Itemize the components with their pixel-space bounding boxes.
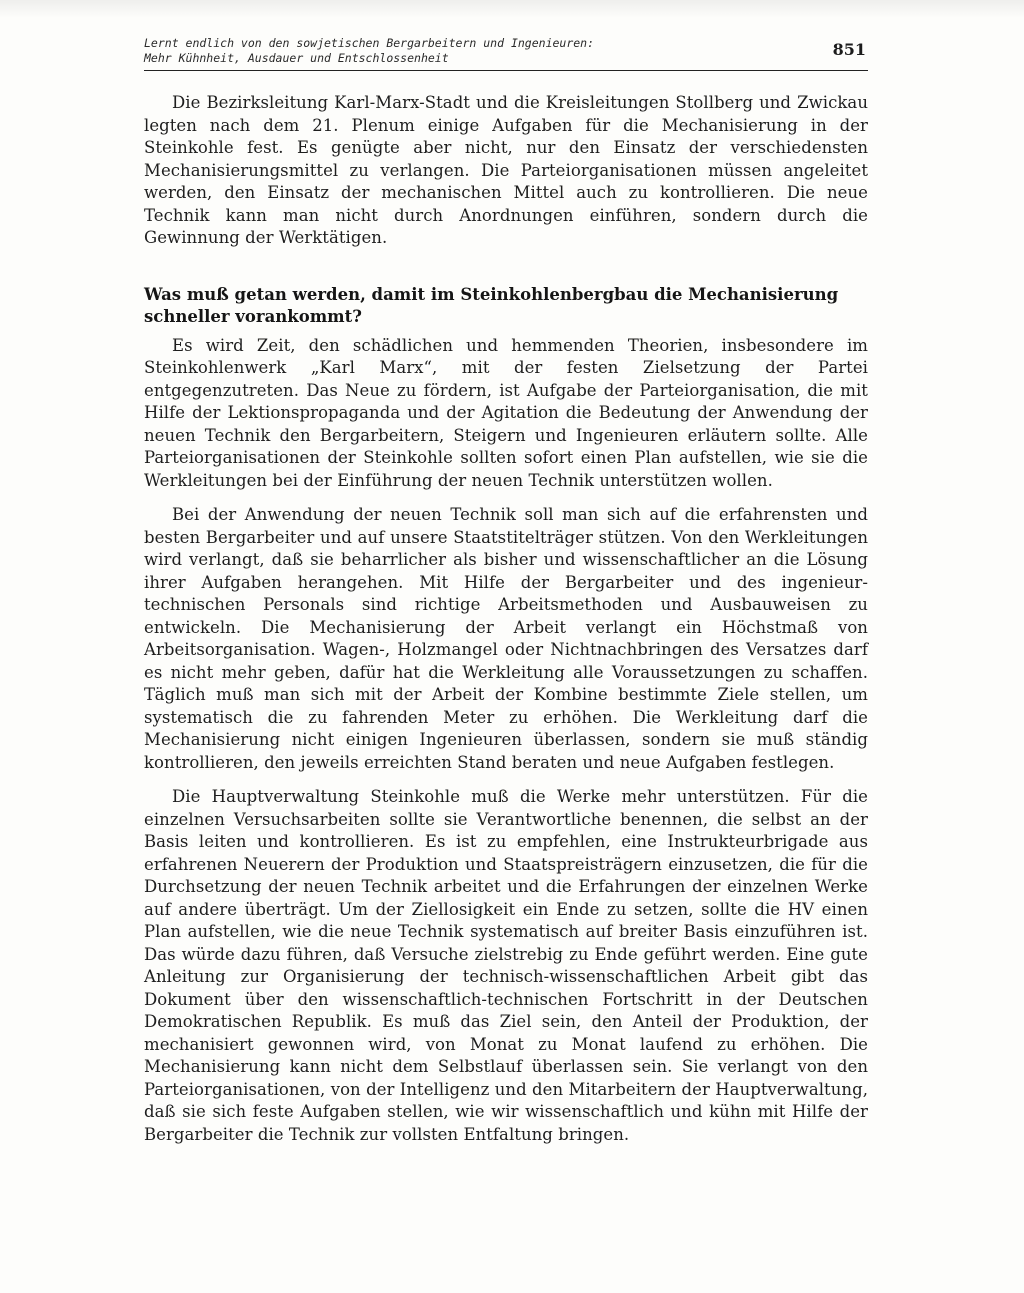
- paragraph-1: Die Bezirksleitung Karl-Marx-Stadt und die Kreisleitungen Stollberg und Zwickau legten nach dem 21. Plenum einige Aufgaben für die Mechanisierung in der Steinkohle fest. Es genügte aber nicht, nur den Einsatz der verschiedensten Mechanisierungsmittel zu verlangen. Die Parteiorganisationen müssen angeleitet werden, den Einsatz der mechanischen Mittel auch zu kontrollieren. Die neue Technik kann man nicht durch Anordnungen einführen, sondern durch die Gewinnung der Werktätigen.: [144, 93, 868, 247]
- section-heading: Was muß getan werden, damit im Steinkohlenbergbau die Mechanisierung schneller vorankommt?: [144, 284, 839, 326]
- page-number: 851: [832, 40, 866, 59]
- paragraph-2: Es wird Zeit, den schädlichen und hemmenden Theorien, insbesondere im Steinkohlenwerk „Karl Marx“, mit der festen Zielsetzung der Partei entgegenzutreten. Das Neue zu fördern, ist Aufgabe der Parteiorganisation, die mit Hilfe der Lektionspropaganda und der Agitation die Bedeutung der Anwendung der neuen Technik den Bergarbeitern, Steigern und Ingenieuren erläutern sollte. Alle Parteiorganisationen der Steinkohle sollten sofort einen Plan aufstellen, wie sie die Werkleitungen bei der Einführung der neuen Technik unterstützen wollen.: [144, 335, 868, 490]
- paragraph-3: Bei der Anwendung der neuen Technik soll man sich auf die erfahrensten und besten Bergarbeiter und auf unsere Staatstitelträger stützen. Von den Werkleitungen wird verlangt, daß sie beharrlicher als bisher und wissenschaftlicher an die Lösung ihrer Aufgaben herangehen. Mit Hilfe der Bergarbeiter und des ingenieur-technischen Personals sind richtige Arbeitsmethoden und Ausbauweisen zu entwickeln. Die Mechanisierung der Arbeit verlangt ein Höchstmaß von Arbeitsorganisation. Wagen-, Holzmangel oder Nichtnachbringen des Versatzes darf es nicht mehr geben, dafür hat die Werkleitung alle Voraussetzungen zu schaffen. Täglich muß man sich mit der Arbeit der Kombine bestimmte Ziele stellen, um systematisch die zu fahrenden Meter zu erhöhen. Die Werkleitung darf die Mechanisierung nicht einigen Ingenieuren überlassen, sondern sie muß ständig kontrollieren, den jeweils erreichten Stand beraten und neue Aufgaben festlegen.: [144, 505, 868, 772]
- running-header: [144, 36, 868, 71]
- body-text: [144, 92, 868, 1146]
- running-title-line-1: Lernt endlich von den sowjetischen Bergarbeitern und Ingenieuren:: [144, 36, 595, 50]
- paragraph-4: Die Hauptverwaltung Steinkohle muß die Werke mehr unterstützen. Für die einzelnen Versuchsarbeiten sollte sie Verantwortliche benennen, die selbst an der Basis leiten und kontrollieren. Es ist zu empfehlen, eine Instrukteurbrigade aus erfahrenen Neuerern der Produktion und Staatspreisträgern einzusetzen, die für die Durchsetzung der neuen Technik arbeitet und die Erfahrungen der einzelnen Werke auf andere überträgt. Um der Ziellosigkeit ein Ende zu setzen, sollte die HV einen Plan aufstellen, wie die neue Technik systematisch auf breiter Basis einzuführen ist. Das würde dazu führen, daß Versuche zielstrebig zu Ende geführt werden. Eine gute Anleitung zur Organisierung der technisch-wissenschaftlichen Arbeit gibt das Dokument über den wissenschaftlich-technischen Fortschritt in der Deutschen Demokratischen Republik. Es muß das Ziel sein, den Anteil der Produktion, der mechanisiert gewonnen wird, von Monat zu Monat laufend zu erhöhen. Die Mechanisierung kann nicht dem Selbstlauf überlassen sein. Sie verlangt von den Parteiorganisationen, von der Intelligenz und den Mitarbeitern der Hauptverwaltung, daß sie sich feste Aufgaben stellen, wie wir wissenschaftlich und kühn mit Hilfe der Bergarbeiter die Technik zur vollsten Entfaltung bringen.: [144, 787, 868, 1144]
- running-title-line-2: Mehr Kühnheit, Ausdauer und Entschlossenheit: [144, 51, 449, 65]
- running-title: [144, 36, 594, 66]
